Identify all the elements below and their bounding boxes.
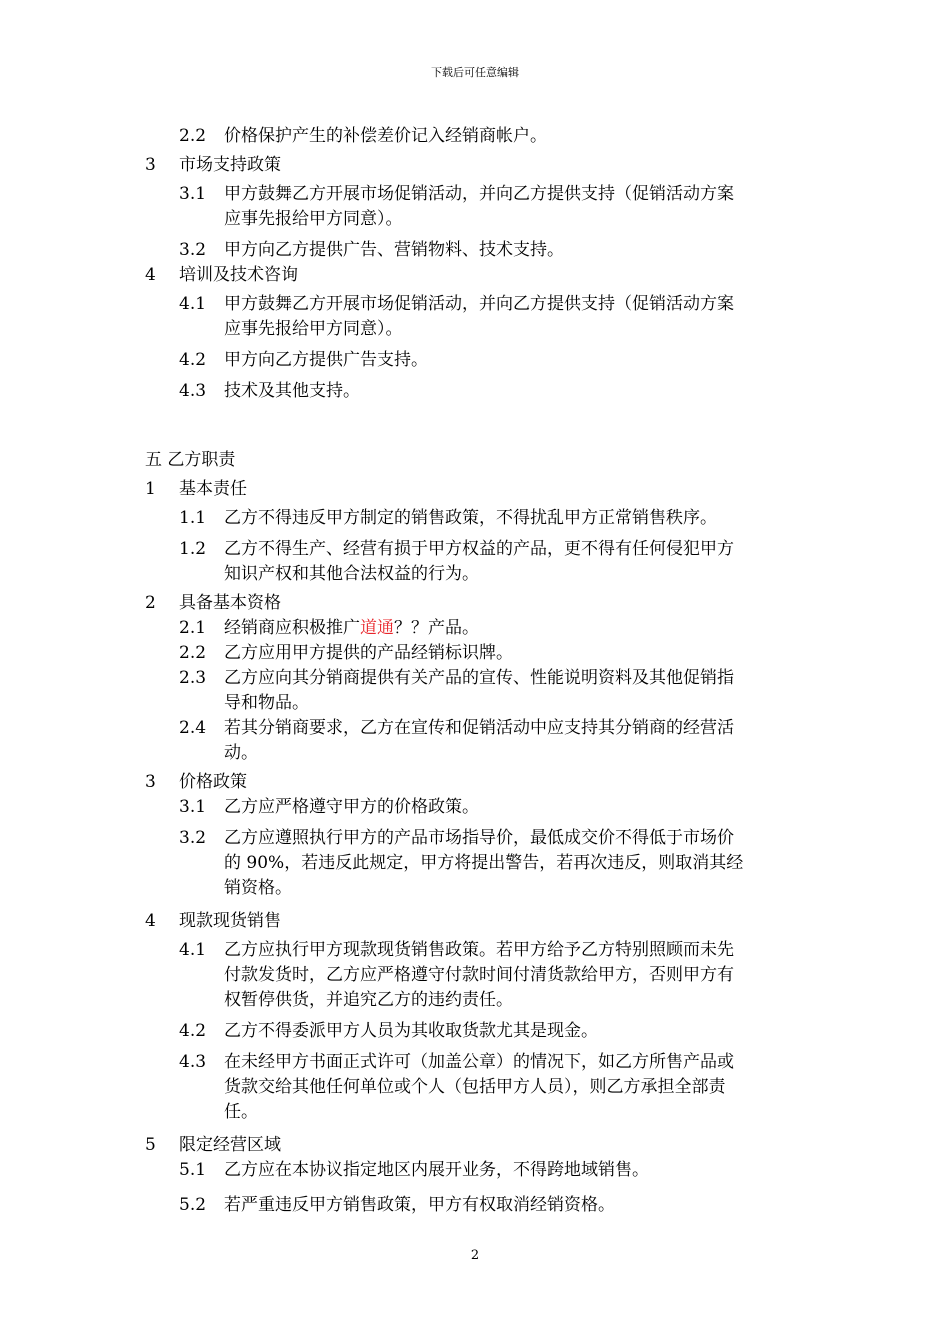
clause-number: 4.2 [179,1021,207,1041]
document-body [0,124,950,1218]
page-header: 下载后可任意编辑 [431,66,519,79]
s5-clause-4-3-cont2 [0,1100,950,1125]
s5-clause-3-2-cont [0,851,950,876]
clause-text: 甲方鼓舞乙方开展市场促销活动，并向乙方提供支持（促销活动方案 [224,184,734,204]
section-title: 培训及技术咨询 [179,265,298,285]
clause-text: 乙方不得委派甲方人员为其收取货款尤其是现金。 [224,1021,598,1041]
clause-text: 乙方应严格遵守甲方的价格政策。 [224,797,479,817]
clause-text: 知识产权和其他合法权益的行为。 [224,564,479,584]
clause-text: 货款交给其他任何单位或个人（包括甲方人员），则乙方承担全部责 [224,1077,726,1097]
s5-section-3-heading [0,770,950,795]
clause-text: 乙方不得违反甲方制定的销售政策，不得扰乱甲方正常销售秩序。 [224,508,717,528]
s5-clause-1-1 [0,506,950,531]
clause-text: 若严重违反甲方销售政策，甲方有权取消经销资格。 [224,1195,615,1215]
clause-text: 应事先报给甲方同意）。 [224,319,403,339]
clause-number: 2.4 [179,718,207,738]
clause-number: 3.2 [179,828,207,848]
chapter-5-heading [0,448,950,473]
clause-number: 2.1 [179,618,207,638]
s5-clause-2-1 [0,616,950,641]
s5-clause-4-2 [0,1019,950,1044]
s5-clause-3-2-cont2 [0,876,950,901]
clause-text: 任。 [224,1102,258,1122]
chapter-title: 五 乙方职责 [145,450,236,470]
clause-text: 乙方应向其分销商提供有关产品的宣传、性能说明资料及其他促销指 [224,668,734,688]
section-title: 基本责任 [179,479,247,499]
s5-section-4-heading [0,909,950,934]
clause-text [224,616,479,641]
s5-clause-2-3-cont [0,691,950,716]
clause-text: 乙方应用甲方提供的产品经销标识牌。 [224,643,513,663]
s5-clause-1-2-cont [0,562,950,587]
s5-clause-1-2 [0,537,950,562]
s5-section-2-heading [0,591,950,616]
section-4-heading [0,263,950,288]
clause-number: 1.1 [179,508,207,528]
clause-text: 乙方不得生产、经营有损于甲方权益的产品，更不得有任何侵犯甲方 [224,539,734,559]
section-title: 限定经营区域 [179,1135,281,1155]
clause-number: 4.3 [179,1052,207,1072]
clause-2-2 [0,124,950,149]
s5-clause-2-4 [0,716,950,741]
section-number: 3 [145,772,156,792]
clause-text: 技术及其他支持。 [224,381,360,401]
clause-text: 销资格。 [224,878,292,898]
clause-number: 1.2 [179,539,207,559]
section-title: 价格政策 [179,772,247,792]
s5-clause-2-3 [0,666,950,691]
section-title: 现款现货销售 [179,911,281,931]
clause-text: 的 90%，若违反此规定，甲方将提出警告，若再次违反，则取消其经 [224,853,744,873]
s5-clause-2-2 [0,641,950,666]
clause-text: 权暂停供货，并追究乙方的违约责任。 [224,990,513,1010]
clause-text: 导和物品。 [224,693,309,713]
s5-clause-2-4-cont [0,741,950,766]
section-number: 4 [145,911,156,931]
s5-clause-4-1-cont [0,963,950,988]
clause-text: 在未经甲方书面正式许可（加盖公章）的情况下，如乙方所售产品或 [224,1052,734,1072]
clause-3-1 [0,182,950,207]
clause-text: 乙方应遵照执行甲方的产品市场指导价，最低成交价不得低于市场价 [224,828,734,848]
clause-4-1-cont [0,317,950,342]
clause-text: 乙方应执行甲方现款现货销售政策。若甲方给予乙方特别照顾而未先 [224,940,734,960]
section-title: 市场支持政策 [179,155,281,175]
clause-number: 3.1 [179,797,207,817]
clause-3-1-cont [0,207,950,232]
clause-text-pre: 经销商应积极推广 [224,618,360,638]
clause-number: 5.1 [179,1160,207,1180]
section-number: 2 [145,593,156,613]
clause-text: 应事先报给甲方同意）。 [224,209,403,229]
clause-number: 4.2 [179,350,207,370]
clause-text: 价格保护产生的补偿差价记入经销商帐户。 [224,126,547,146]
clause-number: 4.3 [179,381,207,401]
section-3-heading [0,153,950,178]
clause-number: 4.1 [179,940,207,960]
clause-text: 乙方应在本协议指定地区内展开业务，不得跨地域销售。 [224,1160,649,1180]
clause-text: 甲方向乙方提供广告支持。 [224,350,428,370]
clause-number: 4.1 [179,294,207,314]
clause-text: 若其分销商要求，乙方在宣传和促销活动中应支持其分销商的经营活 [224,718,734,738]
clause-text-post: ？？产品。 [394,618,479,638]
s5-clause-4-3 [0,1050,950,1075]
clause-text: 动。 [224,743,258,763]
s5-clause-5-2 [0,1193,950,1218]
s5-clause-4-1 [0,938,950,963]
section-number: 4 [145,265,156,285]
section-title: 具备基本资格 [179,593,281,613]
clause-number: 3.2 [179,240,207,260]
highlighted-product-name: 道通 [360,618,394,638]
clause-number: 3.1 [179,184,207,204]
s5-clause-3-1 [0,795,950,820]
clause-number: 2.3 [179,668,207,688]
s5-clause-4-3-cont [0,1075,950,1100]
section-number: 3 [145,155,156,175]
s5-clause-4-1-cont2 [0,988,950,1013]
s5-section-1-heading [0,477,950,502]
clause-3-2 [0,238,950,263]
page-number: 2 [470,1248,480,1263]
clause-4-2 [0,348,950,373]
clause-4-1 [0,292,950,317]
section-number: 5 [145,1135,156,1155]
clause-number: 2.2 [179,643,207,663]
clause-text: 甲方向乙方提供广告、营销物料、技术支持。 [224,240,564,260]
section-number: 1 [145,479,156,499]
s5-section-5-heading [0,1133,950,1158]
s5-clause-5-1 [0,1158,950,1183]
clause-text: 甲方鼓舞乙方开展市场促销活动，并向乙方提供支持（促销活动方案 [224,294,734,314]
s5-clause-3-2 [0,826,950,851]
clause-number: 5.2 [179,1195,207,1215]
clause-4-3 [0,379,950,404]
clause-text: 付款发货时，乙方应严格遵守付款时间付清货款给甲方，否则甲方有 [224,965,734,985]
clause-number: 2.2 [179,126,207,146]
